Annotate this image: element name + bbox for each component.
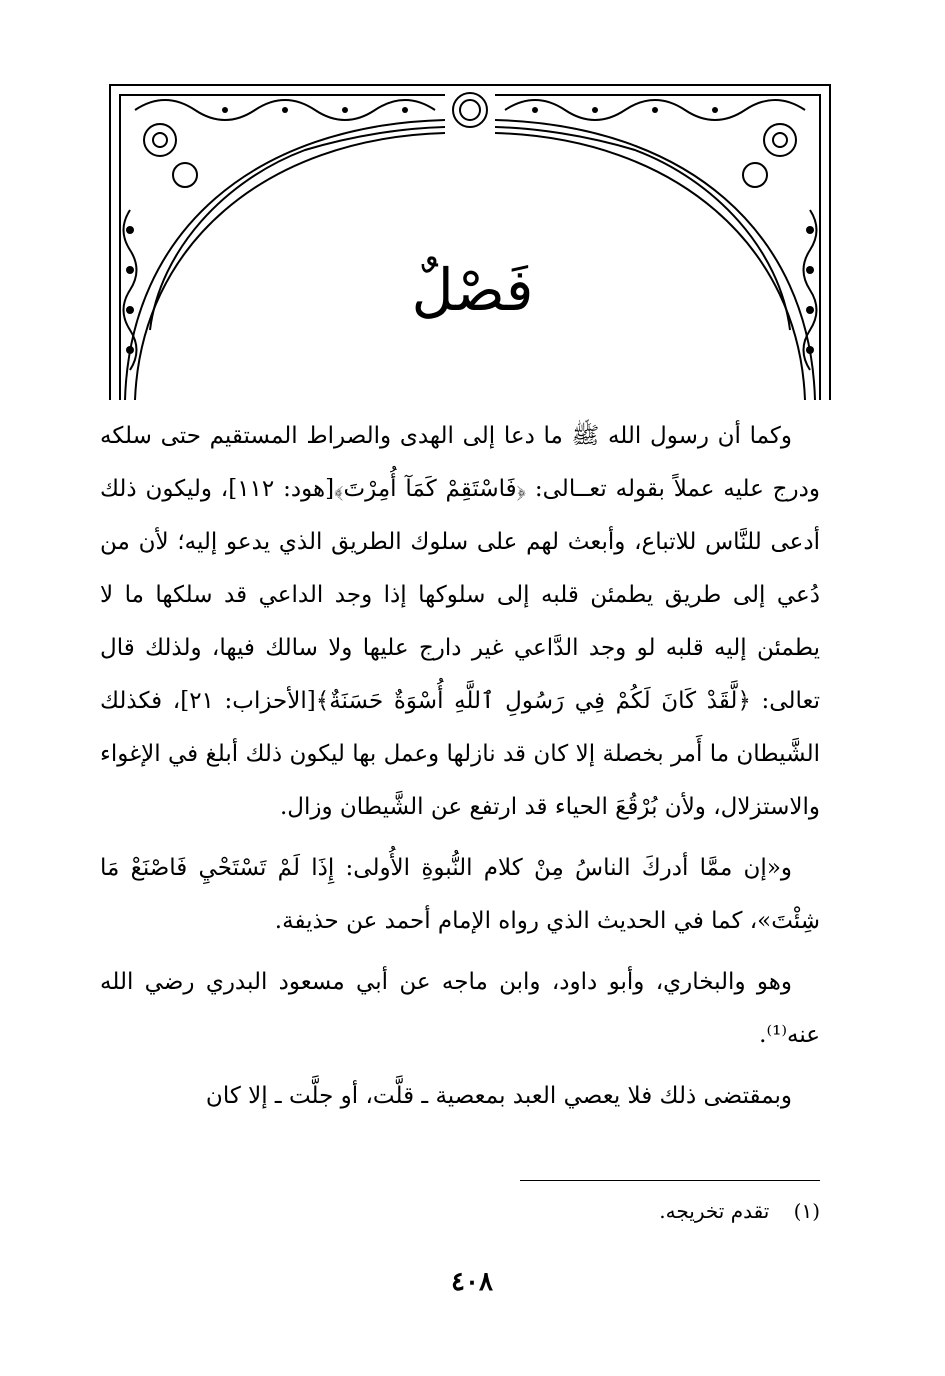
page-number: ٤٠٨ [451,1267,493,1297]
chapter-title: فَصْلٌ [411,256,534,324]
paragraph-2: و«إن ممَّا أدركَ الناسُ مِنْ كلام النُّبوةِ الأُولى: إِذَا لَمْ تَسْتَحْيِ فَاصْنَعْ مَا شِئْتَ»، كما في الحديث الذي رواه الإمام أحمد عن حذيفة. [100,855,820,934]
decorative-arch-frame [105,80,835,405]
paragraph-4: وبمقتضى ذلك فلا يعصي العبد بمعصية ـ قلَّت، أو جلَّت ـ إلا كان [205,1083,792,1109]
footnote [420,1196,820,1226]
paragraph-1: وكما أن رسول الله ﷺ ما دعا إلى الهدى والصراط المستقيم حتى سلكه ودرج عليه عملاً بقوله تعــالى: ﴿فَاسْتَقِمْ كَمَآ أُمِرْتَ﴾[هود: ١١٢]، وليكون ذلك أدعى للنَّاس للاتباع، وأبعث لهم على سلوك الطريق الذي يدعو إليه؛ لأن من دُعي إلى طريق يطمئن قلبه إلى سلوكها إذا وجد الداعي قد سلكها ما لا يطمئن إليه قلبه لو وجد الدَّاعي غير دارج عليها ولا سالك فيها، ولذلك قال تعالى: ﴿لَّقَدْ كَانَ لَكُمْ فِي رَسُولِ ٱللَّهِ أُسْوَةٌ حَسَنَةٌ﴾[الأحزاب: ٢١]، فكذلك الشَّيطان ما أَمر بخصلة إلا كان قد نازلها وعمل بها ليكون ذلك أبلغ في الإغواء والاستزلال، ولأن بُرْقُعَ الحياء قد ارتفع عن الشَّيطان وزال. [100,423,820,820]
paragraph-3: وهو والبخاري، وأبو داود، وابن ماجه عن أبي مسعود البدري رضي الله عنه⁽¹⁾. [100,969,820,1048]
footnote-text: تقدم تخريجه. [659,1199,770,1223]
footnote-number: (١) [793,1199,820,1223]
footnote-divider [520,1180,820,1181]
main-text [100,410,820,1123]
